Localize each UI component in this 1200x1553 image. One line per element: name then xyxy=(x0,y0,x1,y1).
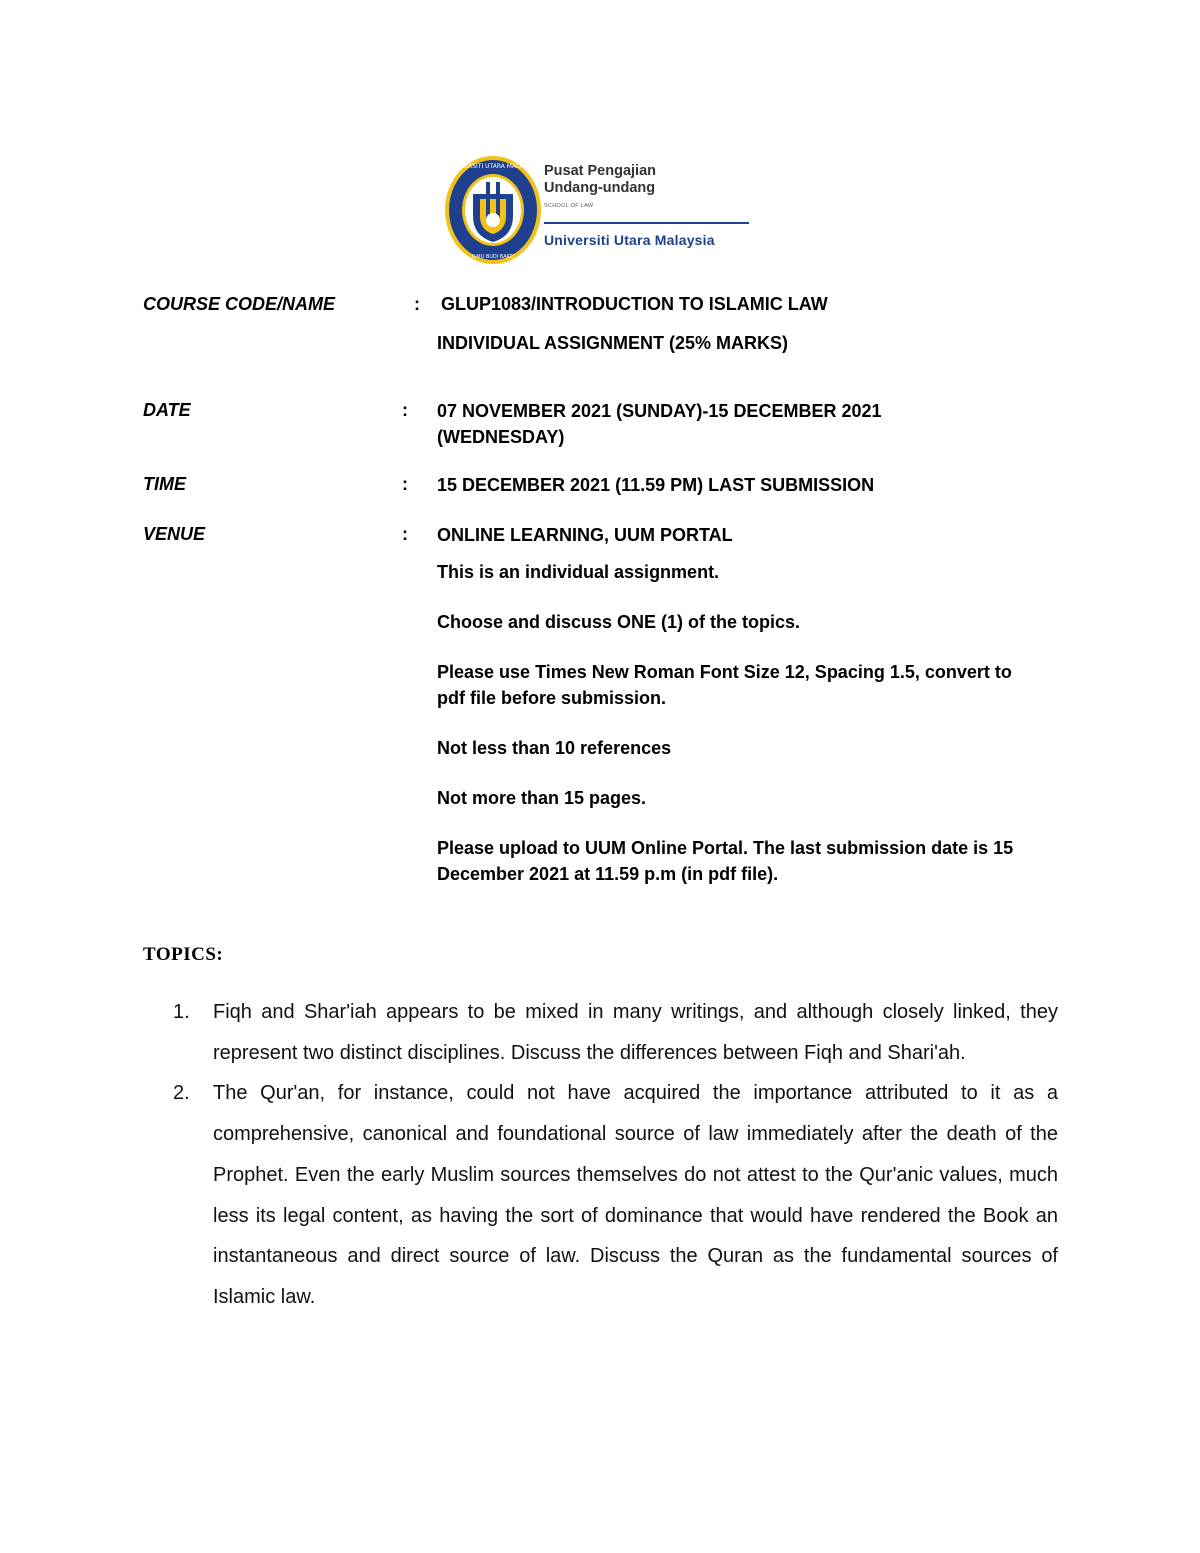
field-colon: : xyxy=(402,400,408,420)
field-colon: : xyxy=(402,524,408,544)
logo-wordmark xyxy=(544,163,749,248)
list-item xyxy=(173,992,1058,1073)
topic-text: Fiqh and Shar'iah appears to be mixed in many writings, and although closely linked, they represent two distinct disciplines. Discuss the differences between Fiqh and Shari'ah. xyxy=(213,1001,1058,1064)
instruction-item: Not less than 10 references xyxy=(437,738,672,758)
field-value-date-line1: 07 NOVEMBER 2021 (SUNDAY)-15 DECEMBER 2021 xyxy=(437,401,882,421)
field-value-time: 15 DECEMBER 2021 (11.59 PM) LAST SUBMISSION xyxy=(437,475,875,495)
uum-seal-icon xyxy=(443,154,543,266)
school-name-line1: Pusat Pengajian xyxy=(544,163,657,179)
instruction-item: This is an individual assignment. xyxy=(437,562,720,582)
instruction-item: Please upload to UUM Online Portal. The last submission date is 15 December 2021 at 11.59 p.m (in pdf file). xyxy=(437,838,1014,884)
field-label-venue: VENUE xyxy=(143,524,206,544)
instruction-item: Please use Times New Roman Font Size 12, Spacing 1.5, convert to pdf file before submission. xyxy=(437,662,1012,708)
school-name-english: SCHOOL OF LAW xyxy=(544,203,594,209)
field-value-date-line2: (WEDNESDAY) xyxy=(437,427,565,447)
instruction-item: Choose and discuss ONE (1) of the topics. xyxy=(437,612,801,632)
topic-list xyxy=(173,992,1058,1318)
instruction-item: Not more than 15 pages. xyxy=(437,788,647,808)
field-value-venue: ONLINE LEARNING, UUM PORTAL xyxy=(437,525,733,545)
field-colon: : xyxy=(414,294,420,314)
seal-motto: ILMU BUDI BAKTI xyxy=(471,254,515,260)
school-name-line2: Undang-undang xyxy=(544,180,656,196)
logo-divider xyxy=(544,222,749,224)
topic-number: 1. xyxy=(173,1001,190,1023)
list-item xyxy=(173,1073,1058,1317)
field-value-course-line2: INDIVIDUAL ASSIGNMENT (25% MARKS) xyxy=(437,333,789,353)
university-name: Universiti Utara Malaysia xyxy=(544,232,715,248)
field-label-course: COURSE CODE/NAME xyxy=(143,294,336,314)
topic-text: The Qur'an, for instance, could not have acquired the importance attributed to it as a comprehensive, canonical and foundational source of law immediately after the death of the Prophet. Even the early Muslim sources themselves do not attest to the Qur'anic values, much less its legal content, as having the sort of dominance that would have rendered the Book an instantaneous and direct source of law. Discuss the Quran as the fundamental sources of Islamic law. xyxy=(213,1082,1058,1308)
field-label-date: DATE xyxy=(143,400,191,420)
topics-heading: TOPICS: xyxy=(143,944,224,965)
seal-text: UNIVERSITI UTARA MALAYSIA xyxy=(449,163,537,170)
field-colon: : xyxy=(402,474,408,494)
field-value-course-line1: GLUP1083/INTRODUCTION TO ISLAMIC LAW xyxy=(441,294,828,314)
topic-number: 2. xyxy=(173,1082,190,1105)
field-label-time: TIME xyxy=(143,474,186,494)
